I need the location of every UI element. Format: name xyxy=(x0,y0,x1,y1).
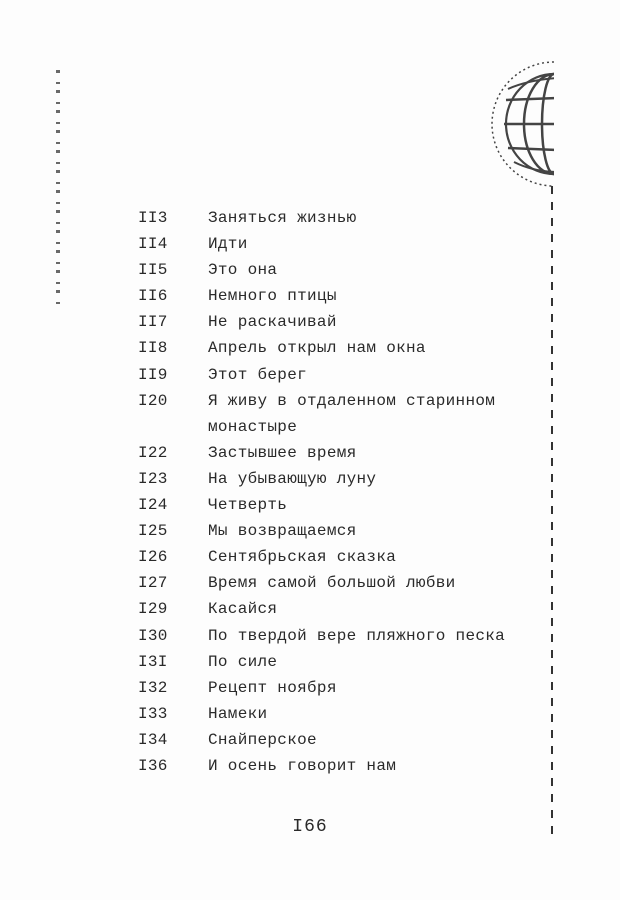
toc-title: Четверть xyxy=(208,496,288,515)
toc-title: Время самой большой любви xyxy=(208,574,456,593)
toc-title: По силе xyxy=(208,652,278,671)
toc-title: Этот берег xyxy=(208,365,308,384)
toc-title: Это она xyxy=(208,261,278,280)
toc-title: Сентябрьская сказка xyxy=(208,548,397,567)
toc-title: По твердой вере пляжного песка xyxy=(208,626,506,645)
toc-entry xyxy=(138,544,538,570)
toc-title: Апрель открыл нам окна xyxy=(208,339,426,358)
toc-page-number: II3 xyxy=(138,209,168,227)
toc-entry xyxy=(138,518,538,544)
toc-entry xyxy=(138,388,538,440)
toc-title: Заняться жизнью xyxy=(208,209,357,227)
toc-page-number: I26 xyxy=(138,548,168,567)
toc-page-number: II9 xyxy=(138,365,168,384)
toc-page-number: II8 xyxy=(138,339,168,358)
toc-title: Мы возвращаемся xyxy=(208,522,357,541)
toc-page-number: II4 xyxy=(138,235,168,254)
toc-title: Немного птицы xyxy=(208,287,337,306)
toc-page-number: I29 xyxy=(138,600,168,619)
table-of-contents xyxy=(138,205,538,779)
toc-page-number: I27 xyxy=(138,574,168,593)
toc-title: Намеки xyxy=(208,704,268,723)
toc-title: Рецепт ноября xyxy=(208,678,337,697)
toc-entry xyxy=(138,362,538,388)
page-number: I66 xyxy=(292,817,328,837)
toc-entry xyxy=(138,335,538,361)
globe-icon xyxy=(478,44,558,194)
toc-entry xyxy=(138,257,538,283)
toc-entry xyxy=(138,701,538,727)
toc-page-number: I36 xyxy=(138,756,168,775)
toc-page-number: I22 xyxy=(138,443,168,462)
toc-entry xyxy=(138,205,538,231)
toc-page-number: II6 xyxy=(138,287,168,306)
toc-title: Касайся xyxy=(208,600,278,619)
toc-entry xyxy=(138,596,538,622)
toc-page-number: I20 xyxy=(138,391,168,410)
toc-entry xyxy=(138,623,538,649)
toc-page-number: II5 xyxy=(138,261,168,280)
toc-page-number: I3I xyxy=(138,652,168,671)
toc-page-number: I24 xyxy=(138,496,168,515)
toc-entry xyxy=(138,283,538,309)
toc-entry xyxy=(138,727,538,753)
toc-entry xyxy=(138,675,538,701)
toc-title: Идти xyxy=(208,235,248,254)
toc-title: Застывшее время xyxy=(208,443,357,462)
toc-entry xyxy=(138,570,538,596)
toc-page-number: I30 xyxy=(138,626,168,645)
toc-title: Я живу в отдаленном старинном монастыре xyxy=(208,391,496,436)
toc-entry xyxy=(138,492,538,518)
toc-page-number: I34 xyxy=(138,730,168,749)
right-dashed-rule xyxy=(551,186,553,836)
toc-title: На убывающую луну xyxy=(208,469,377,488)
toc-page-number: I33 xyxy=(138,704,168,723)
toc-page-number: II7 xyxy=(138,313,168,332)
toc-title: Снайперское xyxy=(208,730,317,749)
toc-entry xyxy=(138,466,538,492)
toc-title: Не раскачивай xyxy=(208,313,337,332)
toc-entry xyxy=(138,649,538,675)
toc-entry xyxy=(138,309,538,335)
toc-page-number: I32 xyxy=(138,678,168,697)
toc-entry xyxy=(138,231,538,257)
toc-title: И осень говорит нам xyxy=(208,756,397,775)
toc-entry xyxy=(138,440,538,466)
toc-entry xyxy=(138,753,538,779)
left-dotted-rule xyxy=(56,70,60,306)
toc-page-number: I25 xyxy=(138,522,168,541)
toc-page-number: I23 xyxy=(138,469,168,488)
